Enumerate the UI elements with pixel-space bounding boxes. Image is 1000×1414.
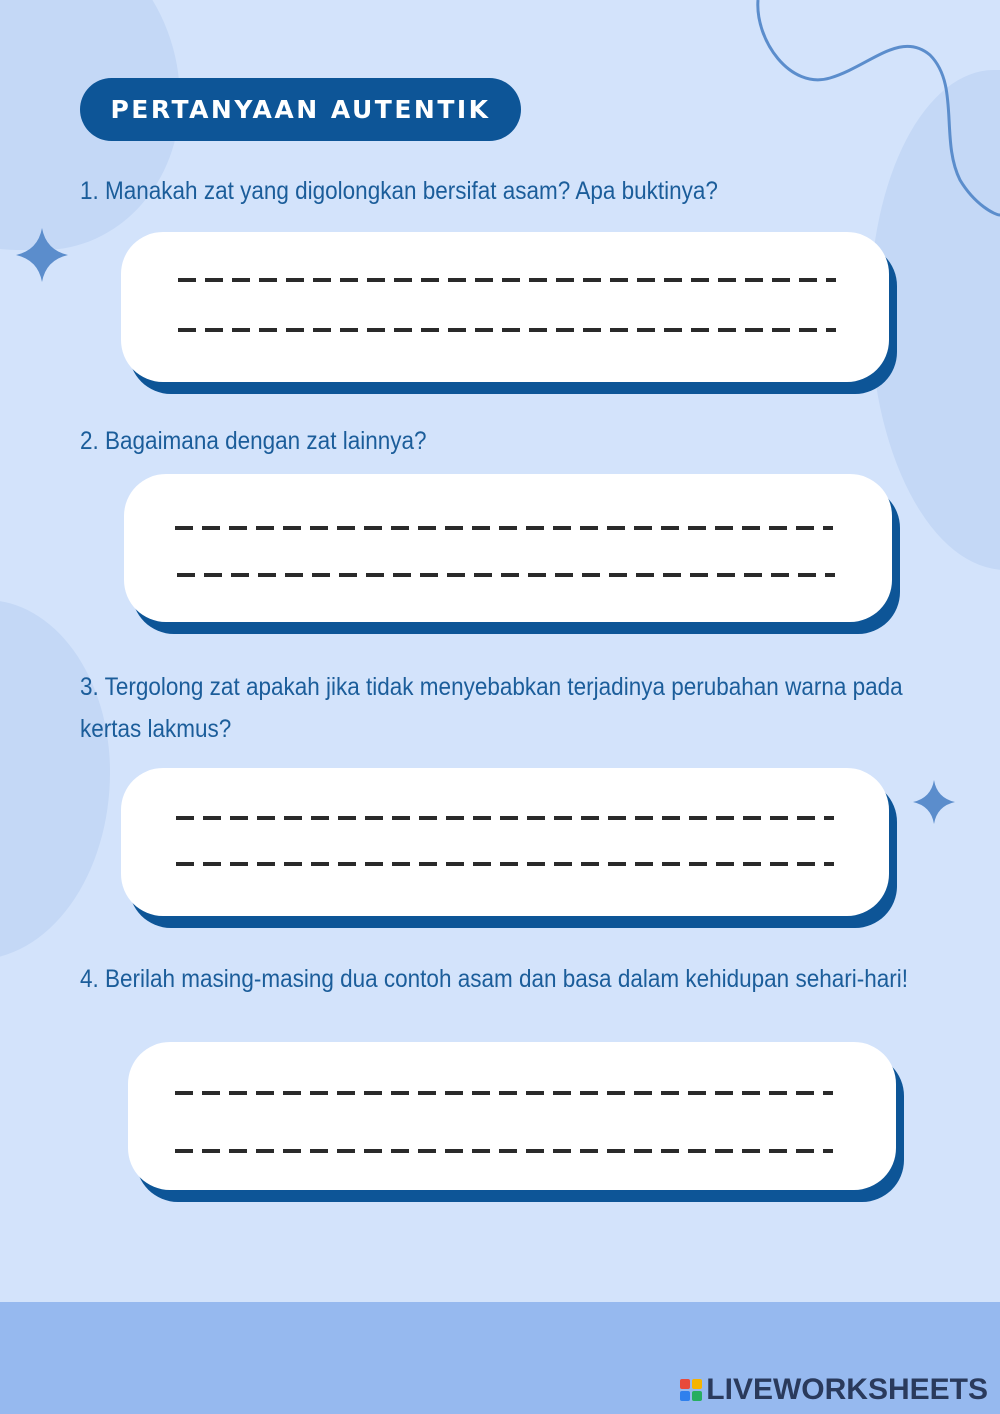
answer-box-3[interactable] [121,768,889,916]
answer-box-2[interactable] [124,474,892,622]
sparkle-icon [913,780,955,824]
sparkle-icon [16,228,68,282]
question-2: 2. Bagaimana dengan zat lainnya? [80,427,427,455]
answer-line[interactable] [175,526,833,530]
answer-box-1[interactable] [121,232,889,382]
answer-line[interactable] [176,816,834,820]
answer-line[interactable] [176,862,834,866]
logo-square [692,1391,702,1401]
answer-line[interactable] [178,328,836,332]
answer-line[interactable] [177,573,835,577]
brand-logo[interactable] [680,1372,988,1408]
answer-line[interactable] [178,278,836,282]
answer-box-4[interactable] [128,1042,896,1190]
question-3: 3. Tergolong zat apakah jika tidak menyebabkan terjadinya perubahan warna pada kertas lakmus? [80,673,903,743]
logo-square [680,1379,690,1389]
logo-square [692,1379,702,1389]
question-1: 1. Manakah zat yang digolongkan bersifat asam? Apa buktinya? [80,177,718,205]
logo-square [680,1391,690,1401]
question-4: 4. Berilah masing-masing dua contoh asam dan basa dalam kehidupan sehari-hari! [80,965,908,993]
liveworksheets-logo-icon [680,1379,702,1401]
answer-line[interactable] [175,1149,833,1153]
page-title: PERTANYAAN AUTENTIK [80,78,521,141]
answer-line[interactable] [175,1091,833,1095]
brand-name: LIVEWORKSHEETS [706,1373,988,1406]
